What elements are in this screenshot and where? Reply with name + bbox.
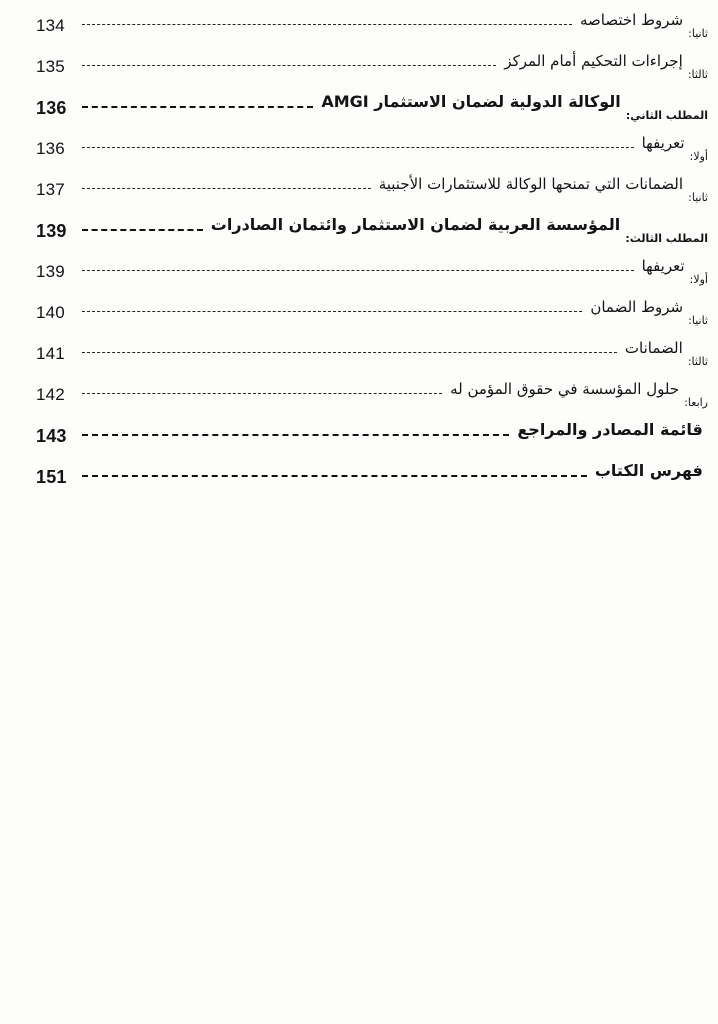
toc-leader — [82, 147, 634, 148]
toc-leader — [82, 24, 572, 25]
toc-prefix: أولا: — [689, 150, 708, 163]
toc-row — [36, 213, 708, 254]
toc-page-number: 140 — [36, 303, 65, 322]
toc-row — [36, 49, 708, 90]
toc-title: شروط اختصاصه — [579, 11, 684, 29]
toc-title: الضمانات — [624, 339, 683, 357]
toc-leader — [82, 311, 582, 312]
toc-prefix: رابعا: — [684, 396, 708, 409]
toc-prefix: المطلب الثاني: — [625, 109, 708, 122]
toc-entry — [210, 215, 708, 245]
toc-row — [36, 90, 708, 131]
toc-title: الضمانات التي تمنحها الوكالة للاستثمارات الأجنبية — [378, 175, 684, 193]
toc-row — [36, 172, 708, 213]
toc-entry — [590, 297, 708, 327]
toc-page-number: 142 — [36, 385, 65, 404]
toc-title: شروط الضمان — [590, 298, 684, 316]
toc-leader — [82, 393, 442, 394]
toc-title: تعريفها — [641, 257, 685, 275]
table-of-contents — [36, 8, 708, 500]
toc-prefix: ثانيا: — [688, 314, 708, 327]
toc-page-number: 141 — [36, 344, 65, 363]
toc-entry — [378, 174, 708, 204]
toc-row — [36, 377, 708, 418]
toc-page-number: 139 — [36, 262, 65, 281]
toc-row — [36, 295, 708, 336]
toc-prefix: ثالثا: — [687, 68, 708, 81]
toc-title: حلول المؤسسة في حقوق المؤمن له — [450, 380, 680, 398]
toc-leader — [82, 65, 496, 66]
toc-page-number: 151 — [36, 467, 67, 487]
toc-entry — [624, 338, 708, 368]
toc-entry — [321, 92, 708, 122]
toc-page-number: 135 — [36, 57, 65, 76]
toc-page-number: 134 — [36, 16, 65, 35]
toc-page-number: 137 — [36, 180, 65, 199]
toc-row — [36, 254, 708, 295]
toc-prefix: المطلب الثالث: — [625, 232, 708, 245]
toc-entry — [595, 461, 708, 480]
toc-prefix: ثانيا: — [688, 191, 708, 204]
toc-leader — [82, 106, 313, 108]
toc-row — [36, 8, 708, 49]
toc-prefix: أولا: — [689, 273, 708, 286]
toc-title: المؤسسة العربية لضمان الاستثمار وائتمان الصادرات — [210, 215, 621, 234]
toc-entry — [504, 51, 708, 81]
toc-leader — [82, 229, 203, 231]
toc-page-number: 136 — [36, 139, 65, 158]
toc-row — [36, 418, 708, 459]
toc-leader — [82, 475, 587, 477]
toc-title: الوكالة الدولية لضمان الاستثمار AMGI — [321, 92, 621, 111]
toc-leader — [82, 434, 509, 436]
toc-leader — [82, 270, 634, 271]
toc-entry — [517, 420, 708, 439]
toc-row — [36, 131, 708, 172]
toc-leader — [82, 188, 371, 189]
toc-entry — [450, 379, 708, 409]
toc-entry — [579, 10, 708, 40]
toc-leader — [82, 352, 617, 353]
toc-title: تعريفها — [641, 134, 685, 152]
toc-row — [36, 459, 708, 500]
toc-page-number: 136 — [36, 98, 67, 118]
toc-row — [36, 336, 708, 377]
toc-prefix: ثالثا: — [687, 355, 708, 368]
toc-title: قائمة المصادر والمراجع — [517, 420, 703, 439]
toc-title: فهرس الكتاب — [594, 461, 703, 480]
toc-entry — [641, 133, 708, 163]
toc-page-number: 143 — [36, 426, 67, 446]
toc-page-number: 139 — [36, 221, 67, 241]
toc-entry — [641, 256, 708, 286]
toc-prefix: ثانيا: — [688, 27, 708, 40]
toc-title: إجراءات التحكيم أمام المركز — [504, 52, 683, 70]
